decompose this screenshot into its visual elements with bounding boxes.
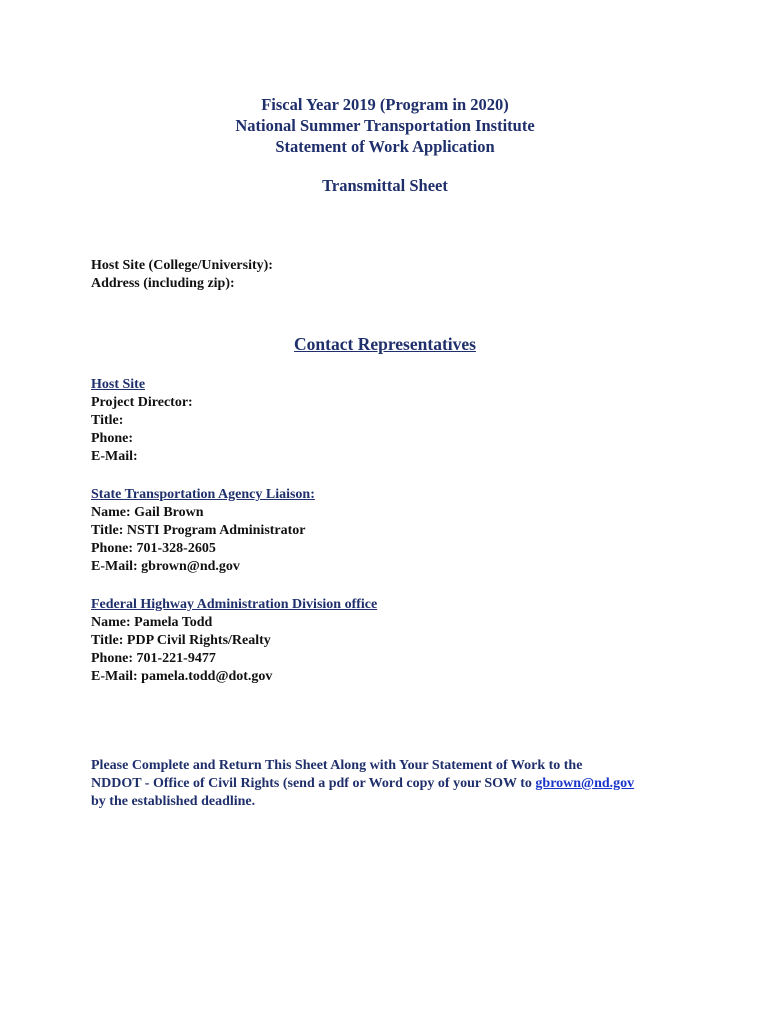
address-label: Address (including zip): [91,276,235,291]
contact-representatives-heading: Contact Representatives [294,334,476,354]
state-liaison-phone: Phone: 701-328-2605 [91,541,216,556]
state-liaison-title: Title: NSTI Program Administrator [91,523,306,538]
state-liaison-section [91,486,315,576]
fhwa-email: E-Mail: pamela.todd@dot.gov [91,669,273,684]
host-email-label: E-Mail: [91,449,138,464]
document-header [0,94,770,157]
state-liaison-heading: State Transportation Agency Liaison: [91,487,315,502]
closing-line-1: Please Complete and Return This Sheet Along with Your Statement of Work to the [91,758,583,773]
fhwa-phone: Phone: 701-221-9477 [91,651,216,666]
closing-line-2 [91,775,711,793]
transmittal-sheet-title: Transmittal Sheet [322,176,448,195]
project-director-label: Project Director: [91,395,193,410]
host-phone-label: Phone: [91,431,133,446]
fhwa-name: Name: Pamela Todd [91,615,213,630]
email-link[interactable]: gbrown@nd.gov [535,776,635,791]
host-site-label: Host Site (College/University): [91,258,273,273]
header-application-title: Statement of Work Application [275,137,495,156]
host-title-label: Title: [91,413,124,428]
header-fiscal-year: Fiscal Year 2019 (Program in 2020) [261,95,509,114]
closing-instructions [91,757,711,811]
fhwa-title: Title: PDP Civil Rights/Realty [91,633,271,648]
header-program-name: National Summer Transportation Institute [235,116,535,135]
fhwa-heading: Federal Highway Administration Division office [91,597,378,612]
state-liaison-name: Name: Gail Brown [91,505,204,520]
fhwa-section [91,596,377,686]
host-site-fields [91,257,273,293]
host-site-heading: Host Site [91,377,146,392]
state-liaison-email: E-Mail: gbrown@nd.gov [91,559,240,574]
host-site-section [91,376,193,466]
closing-line-3: by the established deadline. [91,794,256,809]
closing-line-2-text: NDDOT - Office of Civil Rights (send a pdf or Word copy of your SOW to [91,776,536,791]
